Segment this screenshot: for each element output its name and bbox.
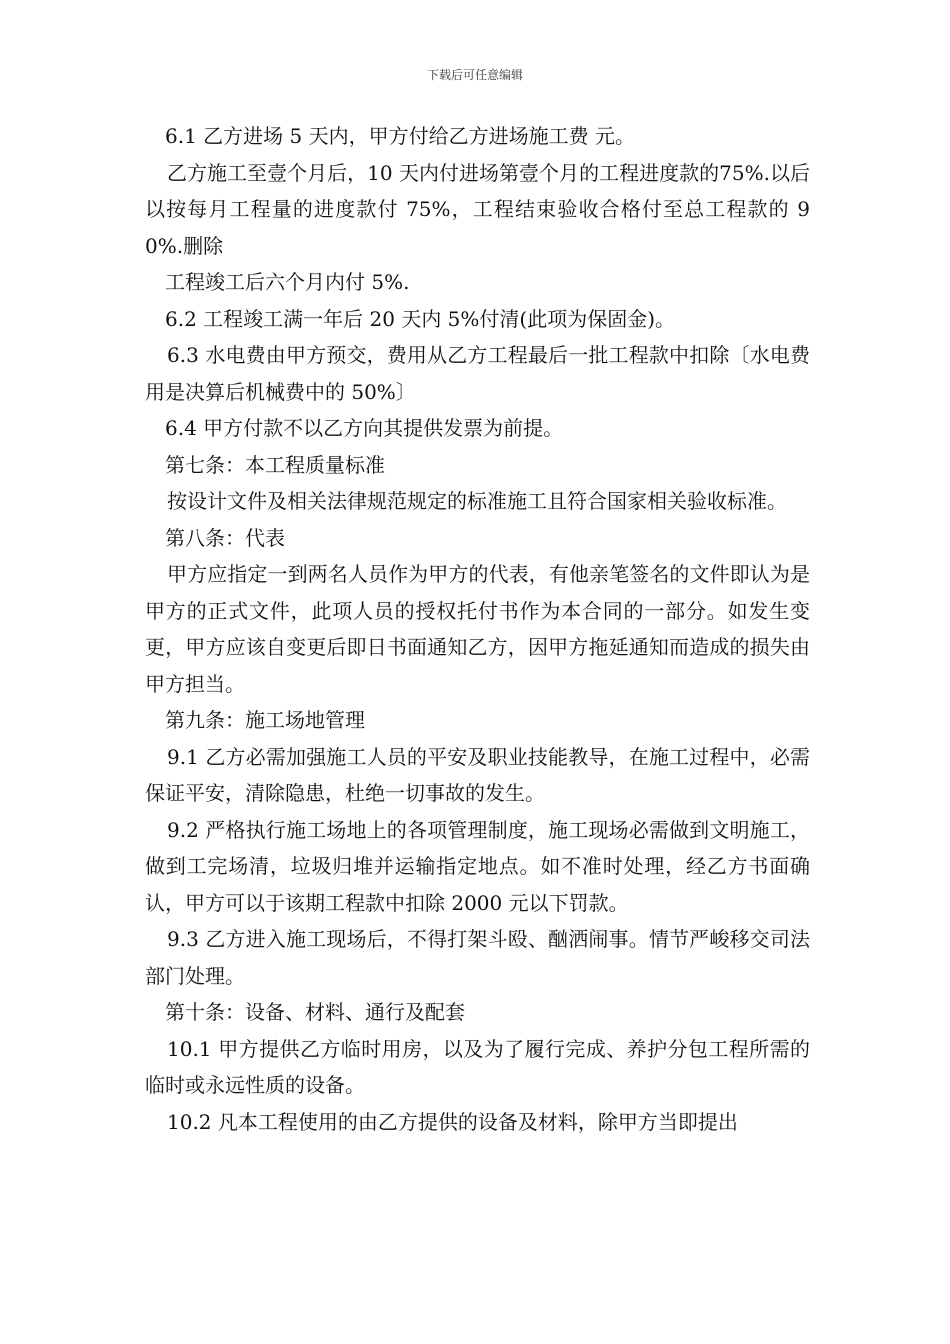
page-header: 下载后可任意编辑 [426,68,523,82]
clause-10-2: 10.2 凡本工程使用的由乙方提供的设备及材料，除甲方当即提出 [167,1109,738,1134]
article-8-heading: 第八条：代表 [165,525,285,550]
clause-9-1: 9.1 乙方必需加强施工人员的平安及职业技能教导，在施工过程中，必需保证平安，清除隐患，杜绝一切事故的发生。 [145,744,810,805]
article-10-heading: 第十条：设备、材料、通行及配套 [165,1000,465,1024]
paragraph-progress-payment: 乙方施工至壹个月后，10 天内付进场第壹个月的工程进度款的75%.以后以按每月工程量的进度款付 75%，工程结束验收合格付至总工程款的 90%.删除 [145,160,810,258]
clause-10-1: 10.1 甲方提供乙方临时用房，以及为了履行完成、养护分包工程所需的临时或永远性质的设备。 [145,1036,810,1097]
article-8-body: 甲方应指定一到两名人员作为甲方的代表，有他亲笔签名的文件即认为是甲方的正式文件，此项人员的授权托付书作为本合同的一部分。如发生变更，甲方应该自变更后即日书面通知乙方，因甲方拖延通知而造成的损失由甲方担当。 [145,562,810,696]
paragraph-completion-payment: 工程竣工后六个月内付 5%. [165,270,410,294]
article-9-heading: 第九条：施工场地管理 [165,708,365,732]
clause-6-3: 6.3 水电费由甲方预交，费用从乙方工程最后一批工程款中扣除〔水电费用是决算后机械费中的 50%〕 [145,343,810,404]
article-7-heading: 第七条：本工程质量标准 [165,452,385,477]
clause-9-3: 9.3 乙方进入施工现场后，不得打架斗殴、酗洒闹事。情节严峻移交司法部门处理。 [145,927,810,988]
article-7-body: 按设计文件及相关法律规范规定的标准施工且符合国家相关验收标准。 [167,489,787,513]
clause-6-2: 6.2 工程竣工满一年后 20 天内 5%付清(此项为保固金)。 [165,306,676,331]
clause-6-1: 6.1 乙方进场 5 天内，甲方付给乙方进场施工费 元。 [165,124,635,148]
clause-9-2: 9.2 严格执行施工场地上的各项管理制度，施工现场必需做到文明施工，做到工完场清，垃圾归堆并运输指定地点。如不准时处理，经乙方书面确认，甲方可以于该期工程款中扣除 2000 元以下罚款。 [145,817,810,915]
document-body [145,118,810,1140]
clause-6-4: 6.4 甲方付款不以乙方向其提供发票为前提。 [165,416,564,440]
